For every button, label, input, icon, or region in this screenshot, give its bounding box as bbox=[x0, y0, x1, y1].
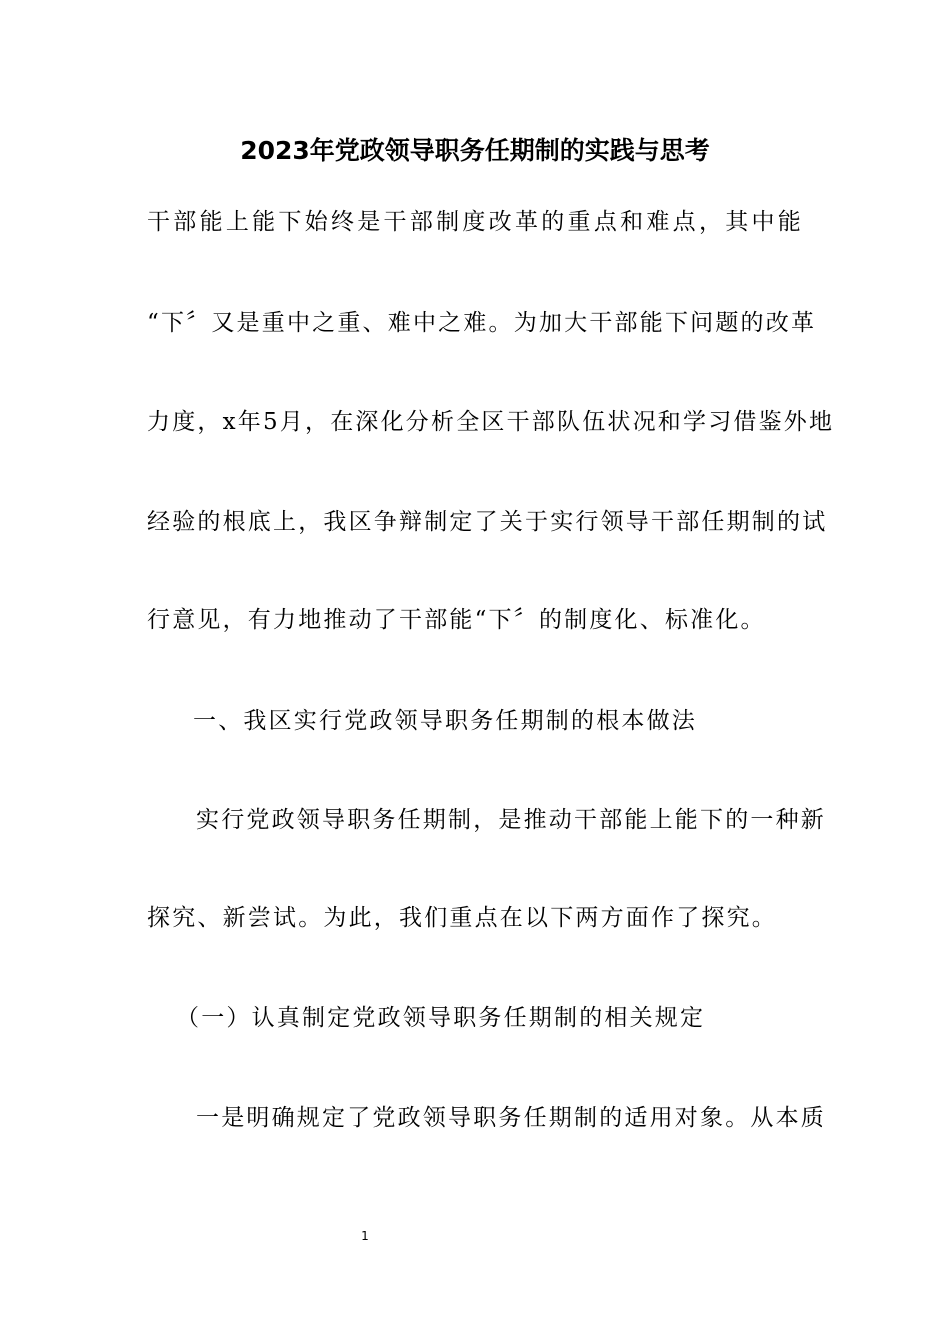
paragraph-line: 一是明确规定了党政领导职务任期制的适用对象。从本质 bbox=[196, 1105, 826, 1131]
paragraph-line: 干部能上能下始终是干部制度改革的重点和难点，其中能 bbox=[147, 209, 803, 235]
paragraph-line: 经验的根底上，我区争辩制定了关于实行领导干部任期制的试 bbox=[147, 509, 828, 535]
paragraph-line: 行意见，有力地推动了干部能“下〞的制度化、标准化。 bbox=[147, 607, 766, 633]
subsection-heading: （一）认真制定党政领导职务任期制的相关规定 bbox=[176, 1005, 706, 1031]
paragraph-line: “下〞又是重中之重、难中之难。为加大干部能下问题的改革 bbox=[147, 310, 817, 336]
page-number: 1 bbox=[361, 1229, 369, 1243]
paragraph-line: 力度，x年5月，在深化分析全区干部队伍状况和学习借鉴外地 bbox=[147, 409, 835, 435]
section-heading: 一、我区实行党政领导职务任期制的根本做法 bbox=[193, 708, 697, 734]
document-title: 2023年党政领导职务任期制的实践与思考 bbox=[240, 136, 710, 165]
paragraph-line: 探究、新尝试。为此，我们重点在以下两方面作了探究。 bbox=[147, 905, 777, 931]
paragraph-line: 实行党政领导职务任期制，是推动干部能上能下的一种新 bbox=[196, 807, 826, 833]
